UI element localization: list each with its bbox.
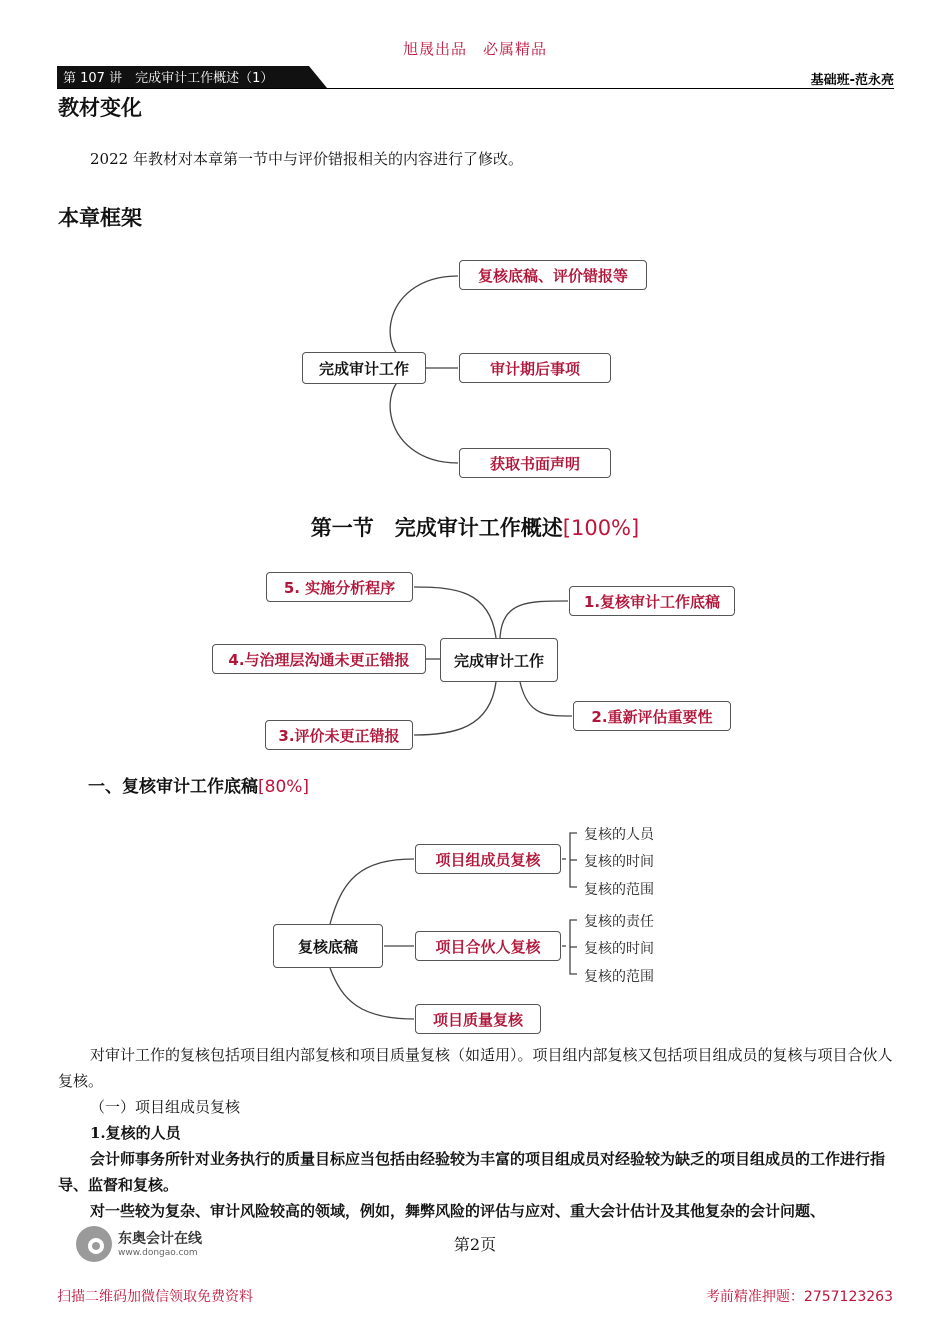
framework-heading: 本章框架 bbox=[58, 206, 142, 230]
map3-leaf: 复核的范围 bbox=[584, 969, 654, 985]
map2-branch-communicate-governance: 4.与治理层沟通未更正错报 bbox=[212, 644, 426, 674]
map3-leaf: 复核的人员 bbox=[584, 827, 654, 843]
logo-url: www.dongao.com bbox=[118, 1248, 198, 1258]
map2-center-node: 完成审计工作 bbox=[440, 638, 558, 682]
map2-branch-reassess-materiality: 2.重新评估重要性 bbox=[573, 701, 731, 731]
map3-center-node: 复核底稿 bbox=[273, 924, 383, 968]
body-paragraph-2: （一）项目组成员复核 bbox=[90, 1098, 241, 1116]
body-paragraph-5: 对一些较为复杂、审计风险较高的领域，例如，舞弊风险的评估与应对、重大会计估计及其他复杂的会计问题、 bbox=[90, 1202, 826, 1220]
map3-leaf: 复核的时间 bbox=[584, 941, 654, 957]
subsection-title-text: 一、复核审计工作底稿 bbox=[88, 777, 258, 797]
change-heading: 教材变化 bbox=[58, 96, 142, 120]
body-paragraph-3: 1.复核的人员 bbox=[90, 1124, 181, 1142]
footer-exam-promo: 考前精准押题：2757123263 bbox=[705, 1289, 893, 1305]
change-paragraph: 2022 年教材对本章第一节中与评价错报相关的内容进行了修改。 bbox=[90, 150, 523, 168]
course-label: 基础班-范永亮 bbox=[810, 73, 894, 88]
body-paragraph-4: 会计师事务所针对业务执行的质量目标应当包括由经验较为丰富的项目组成员对经验较为缺乏的项目组成员的工作进行指导、监督和复核。 bbox=[58, 1150, 886, 1194]
section1-title-text: 第一节 完成审计工作概述 bbox=[310, 516, 563, 540]
page-number: 第2页 bbox=[453, 1235, 497, 1254]
map3-leaf: 复核的责任 bbox=[584, 914, 654, 930]
section1-title bbox=[0, 512, 950, 542]
body-paragraph-1: 对审计工作的复核包括项目组内部复核和项目质量复核（如适用）。项目组内部复核又包括项目组成员的复核与项目合伙人复核。 bbox=[58, 1046, 893, 1090]
map3-branch-quality-review: 项目质量复核 bbox=[415, 1004, 541, 1034]
logo-text: 东奥会计在线 bbox=[118, 1231, 202, 1247]
map1-branch-written-representations: 获取书面声明 bbox=[459, 448, 611, 478]
map3-branch-partner-review: 项目合伙人复核 bbox=[415, 931, 561, 961]
map1-branch-review: 复核底稿、评价错报等 bbox=[459, 260, 647, 290]
brand-banner: 旭晟出品 必属精品 bbox=[402, 40, 547, 58]
map3-leaf: 复核的时间 bbox=[584, 854, 654, 870]
subsection-percent: [80%] bbox=[258, 777, 310, 797]
map2-branch-evaluate-misstatements: 3.评价未更正错报 bbox=[265, 720, 413, 750]
map3-leaf: 复核的范围 bbox=[584, 882, 654, 898]
map2-branch-review-workpapers: 1.复核审计工作底稿 bbox=[569, 586, 735, 616]
map1-center-node: 完成审计工作 bbox=[302, 352, 426, 384]
map2-branch-analytical-procedures: 5. 实施分析程序 bbox=[266, 572, 413, 602]
map3-branch-member-review: 项目组成员复核 bbox=[415, 844, 561, 874]
section1-percent: [100%] bbox=[562, 516, 640, 540]
map1-branch-subsequent-events: 审计期后事项 bbox=[459, 353, 611, 383]
lecture-title: 第 107 讲 完成审计工作概述（1） bbox=[63, 71, 274, 86]
subsection-title bbox=[88, 772, 309, 797]
footer-wechat-promo: 扫描二维码加微信领取免费资料 bbox=[57, 1289, 253, 1305]
